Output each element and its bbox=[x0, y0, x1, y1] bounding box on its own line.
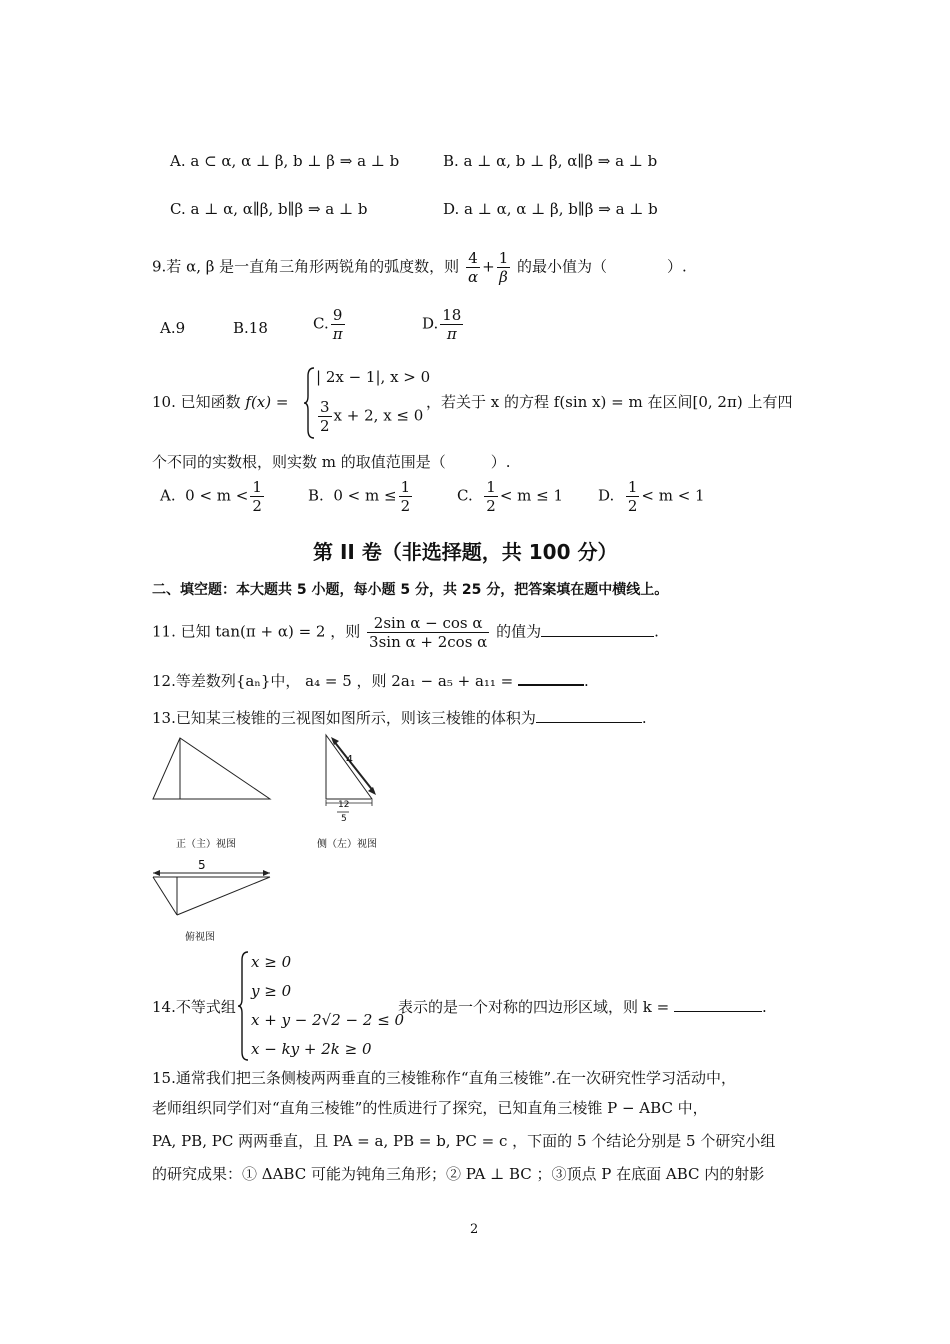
q8-option-d: D. a ⊥ α, α ⊥ β, b∥β ⇒ a ⊥ b bbox=[443, 200, 658, 218]
side-view-length-label: 4 bbox=[346, 753, 353, 766]
q8-option-c: C. a ⊥ α, α∥β, b∥β ⇒ a ⊥ b bbox=[170, 200, 368, 218]
q10-prefix: 10. 已知函数 f(x) = bbox=[152, 393, 289, 411]
q14-answer-blank[interactable] bbox=[674, 997, 762, 1012]
section2-title: 二、填空题：本大题共 5 小题，每小题 5 分，共 25 分，把答案填在题中横线上。 bbox=[152, 582, 669, 598]
top-view-figure bbox=[150, 860, 274, 920]
q14-prefix: 14.不等式组 bbox=[152, 998, 236, 1016]
side-view-base-numerator: 12 bbox=[338, 800, 350, 810]
side-view-figure bbox=[320, 733, 390, 829]
q15-line-4: 的研究成果：① ΔABC 可能为钝角三角形；② PA ⊥ BC ；③顶点 P 在底面 ABC 内的射影 bbox=[152, 1165, 765, 1183]
q13-stem: 13.已知某三棱锥的三视图如图所示，则该三棱锥的体积为 . bbox=[152, 709, 647, 727]
q15-line-2: 老师组织同学们对“直角三棱锥”的性质进行了探究，已知直角三棱锥 P − ABC 中， bbox=[152, 1099, 708, 1117]
q10-case-2: $\frac{3}{2}$ x + 2, x ≤ 0 bbox=[320, 398, 424, 435]
top-view-caption: 俯视图 bbox=[185, 932, 215, 943]
q10-stem-middle: ，若关于 x 的方程 f(sin x) = m 在区间[0, 2π) 上有四 bbox=[426, 393, 793, 411]
q13-answer-blank[interactable] bbox=[536, 708, 642, 723]
q14-condition-4: x − ky + 2k ≥ 0 bbox=[251, 1040, 372, 1058]
q9-option-a: A.9 bbox=[160, 319, 186, 337]
q9-option-c: C. $\frac{9}{\pi}$ bbox=[313, 306, 343, 343]
part2-title: 第 II 卷（非选择题，共 100 分） bbox=[313, 540, 618, 564]
q14-condition-3: x + y − 2√2 − 2 ≤ 0 bbox=[251, 1011, 405, 1029]
q11-answer-blank[interactable] bbox=[541, 622, 654, 637]
q12-answer-blank[interactable] bbox=[518, 670, 584, 686]
q14-system-brace bbox=[238, 950, 250, 1062]
q9-option-b: B.18 bbox=[233, 319, 268, 337]
q10-option-b: B. 0 < m ≤ $\frac{1}{2}$ bbox=[308, 478, 411, 515]
front-view-figure bbox=[150, 736, 274, 804]
q10-option-d: D. $\frac{1}{2}$ < m < 1 bbox=[598, 478, 705, 515]
front-view-caption: 正（主）视图 bbox=[176, 839, 236, 850]
top-view-length-label: 5 bbox=[198, 858, 206, 872]
q10-stem-line2: 个不同的实数根，则实数 m 的取值范围是（ ）. bbox=[152, 453, 511, 471]
side-view-caption: 侧（左）视图 bbox=[317, 839, 377, 850]
q11-stem: 11. 已知 tan(π + α) = 2 ，则 $\frac{\text{2sin α − cos α}}{\text{3sin α + 2cos α}}$ 的值为 . bbox=[152, 614, 659, 651]
q14-condition-2: y ≥ 0 bbox=[251, 982, 292, 1000]
q10-option-c: C. $\frac{1}{2}$ < m ≤ 1 bbox=[457, 478, 564, 515]
q10-piecewise-brace bbox=[304, 366, 316, 440]
q8-option-a: A. a ⊂ α, α ⊥ β, b ⊥ β ⇒ a ⊥ b bbox=[170, 152, 400, 170]
side-view-base-denominator: 5 bbox=[341, 814, 347, 824]
q15-line-1: 15.通常我们把三条侧棱两两垂直的三棱锥称作“直角三棱锥”.在一次研究性学习活动中， bbox=[152, 1069, 736, 1087]
q14-inequality-system bbox=[251, 948, 404, 1064]
q10-option-a: A. 0 < m < $\frac{1}{2}$ bbox=[160, 478, 262, 515]
q15-line-3: PA, PB, PC 两两垂直，且 PA = a, PB = b, PC = c ，下面的 5 个结论分别是 5 个研究小组 bbox=[152, 1132, 776, 1150]
q14-condition-1: x ≥ 0 bbox=[251, 953, 292, 971]
q10-case-1: | 2x − 1|, x > 0 bbox=[316, 368, 431, 386]
q14-suffix: 表示的是一个对称的四边形区域，则 k = . bbox=[398, 998, 767, 1016]
q12-stem: 12.等差数列{aₙ}中， a₄ = 5 ，则 2a₁ − a₅ + a₁₁ = . bbox=[152, 672, 589, 690]
q8-option-b: B. a ⊥ α, b ⊥ β, α∥β ⇒ a ⊥ b bbox=[443, 152, 658, 170]
q9-stem: 9.若 α, β 是一直角三角形两锐角的弧度数，则 $\frac{4}{\alpha}$ + $\frac{1}{\beta}$ 的最小值为（ ）. bbox=[152, 249, 687, 286]
page-number: 2 bbox=[470, 1222, 479, 1237]
q9-option-d: D. $\frac{18}{\pi}$ bbox=[422, 306, 462, 343]
